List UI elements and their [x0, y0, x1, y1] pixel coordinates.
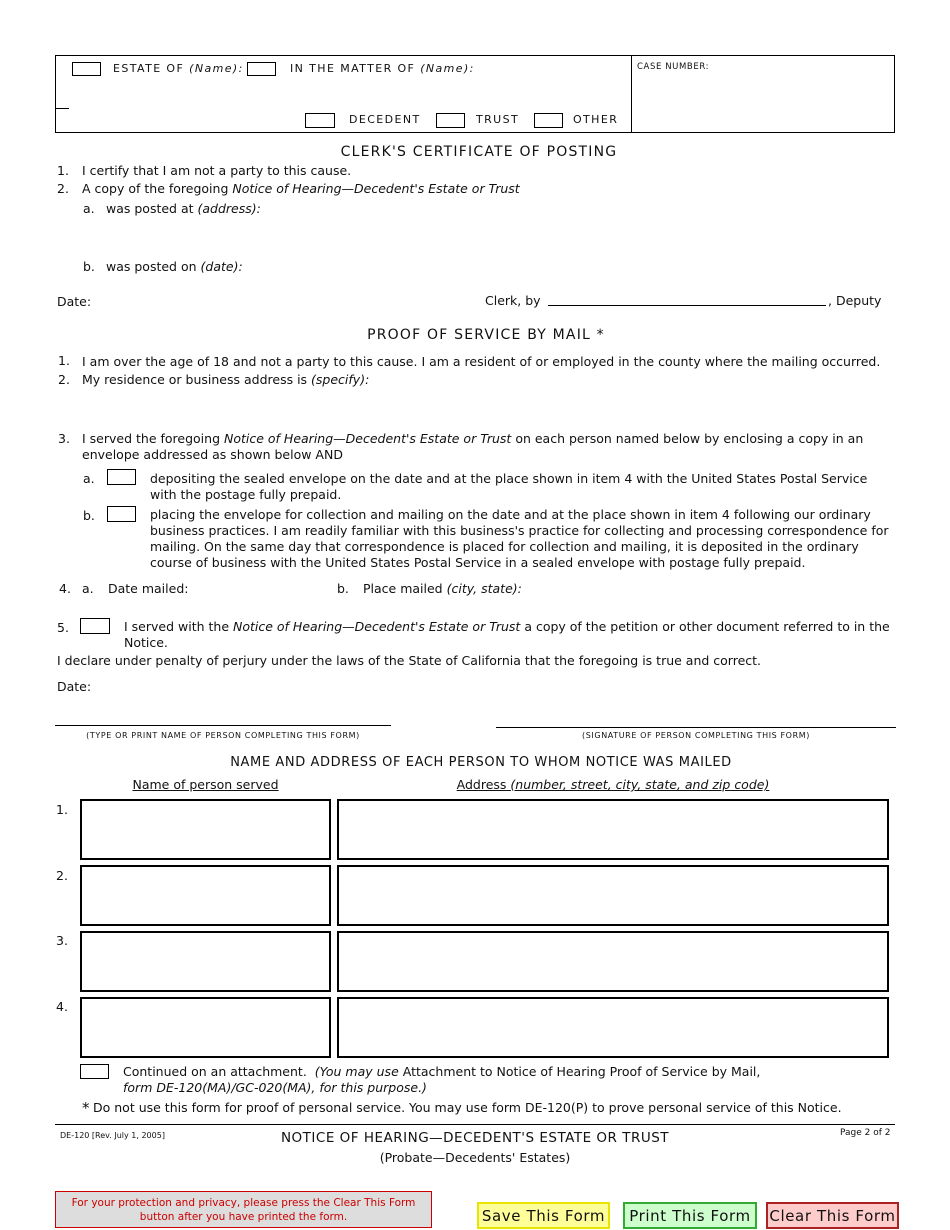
in-matter-of-label: IN THE MATTER OF (Name): [290, 62, 475, 75]
proof-item3b-line3: mailing. On the same day that correspondence is placed for collection and mailing, it is deposited in the ordinary [150, 539, 859, 554]
printed-name-line[interactable] [55, 725, 391, 726]
placed-for-collection-checkbox[interactable] [107, 506, 136, 522]
continued-attachment-checkbox[interactable] [80, 1064, 109, 1079]
mailed-list-title: NAME AND ADDRESS OF EACH PERSON TO WHOM NOTICE WAS MAILED [230, 755, 732, 770]
estate-of-label: ESTATE OF (Name): [113, 62, 244, 75]
clerk-signature-line[interactable] [548, 305, 826, 306]
clerk-item2b-letter: b. [83, 259, 95, 274]
proof-item4a-letter: a. [82, 581, 94, 596]
proof-item3a-line2: with the postage fully prepaid. [150, 487, 342, 502]
trust-label: TRUST [476, 113, 520, 126]
row-number: 1. [56, 802, 68, 817]
decedent-label: DECEDENT [349, 113, 421, 126]
save-form-button[interactable]: Save This Form [477, 1202, 610, 1229]
proof-item5-text-line2: Notice. [124, 635, 168, 650]
name-input-row-1[interactable] [80, 799, 331, 860]
estate-of-checkbox[interactable] [72, 62, 101, 76]
form-id: DE-120 [Rev. July 1, 2005] [60, 1131, 165, 1140]
footnote-asterisk: * [82, 1099, 90, 1117]
proof-item3b-line4: course of business with the United States Postal Service in a sealed envelope with postage fully prepaid. [150, 555, 806, 570]
footer-title: NOTICE OF HEARING—DECEDENT'S ESTATE OR TRUST [280, 1130, 670, 1146]
served-petition-checkbox[interactable] [80, 618, 110, 634]
privacy-notice [55, 1191, 432, 1228]
caption-left-tick [55, 108, 69, 109]
continued-text: Continued on an attachment. (You may use Attachment to Notice of Hearing Proof of Service by Mail, [123, 1064, 761, 1079]
name-input-row-4[interactable] [80, 997, 331, 1058]
row-number: 2. [56, 868, 68, 883]
proof-item5-text: I served with the Notice of Hearing—Decedent's Estate or Trust a copy of the petition or other document referred to in the [124, 619, 890, 634]
proof-date-label: Date: [57, 679, 92, 694]
proof-item3a-line1: depositing the sealed envelope on the date and at the place shown in item 4 with the United States Postal Service [150, 471, 868, 486]
clerk-item1-number: 1. [57, 163, 69, 178]
clerk-item2a-text: was posted at (address): [106, 201, 261, 216]
proof-item3b-letter: b. [83, 508, 95, 523]
address-column-header: Address (number, street, city, state, and zip code) [456, 777, 770, 792]
clerk-item2b-text: was posted on (date): [106, 259, 243, 274]
address-input-row-2[interactable] [337, 865, 889, 926]
proof-of-service-title: PROOF OF SERVICE BY MAIL * [367, 327, 605, 343]
footnote-text: Do not use this form for proof of personal service. You may use form DE-120(P) to prove personal service of this Notice. [93, 1100, 842, 1115]
continued-text-line2: form DE-120(MA)/GC-020(MA), for this purpose.) [123, 1080, 427, 1095]
proof-item4b-letter: b. [337, 581, 349, 596]
address-input-row-1[interactable] [337, 799, 889, 860]
print-form-button[interactable]: Print This Form [623, 1202, 757, 1229]
clerk-date-label: Date: [57, 294, 92, 309]
name-input-row-2[interactable] [80, 865, 331, 926]
other-label: OTHER [573, 113, 619, 126]
proof-item1-text: I am over the age of 18 and not a party to this cause. I am a resident of or employed in the county where the mailing occurred. [82, 354, 881, 369]
privacy-notice-line1: For your protection and privacy, please press the Clear This Form [71, 1197, 416, 1209]
case-number-label: CASE NUMBER: [637, 62, 710, 72]
declaration-text: I declare under penalty of perjury under the laws of the State of California that the foregoing is true and correct. [57, 653, 762, 668]
proof-item3b-line2: business practices. I am readily familiar with this business's practice for collecting and processing correspondence for [150, 523, 889, 538]
clerk-item2-text: A copy of the foregoing Notice of Hearing—Decedent's Estate or Trust [82, 181, 520, 196]
trust-checkbox[interactable] [436, 113, 465, 128]
decedent-checkbox[interactable] [305, 113, 335, 128]
footer-rule [55, 1124, 895, 1125]
page-number: Page 2 of 2 [840, 1128, 891, 1138]
proof-item3-number: 3. [58, 431, 70, 446]
signature-line[interactable] [496, 727, 896, 728]
address-input-row-4[interactable] [337, 997, 889, 1058]
clerk-item2-number: 2. [57, 181, 69, 196]
other-checkbox[interactable] [534, 113, 563, 128]
privacy-notice-line2: button after you have printed the form. [139, 1211, 348, 1223]
clerk-by-label: Clerk, by [485, 293, 541, 308]
name-column-header: Name of person served [132, 777, 279, 792]
address-input-row-3[interactable] [337, 931, 889, 992]
proof-item1-number: 1. [58, 353, 70, 368]
date-mailed-label: Date mailed: [108, 581, 189, 596]
signature-caption: (SIGNATURE OF PERSON COMPLETING THIS FORM) [582, 731, 810, 740]
printed-name-caption: (TYPE OR PRINT NAME OF PERSON COMPLETING THIS FORM) [86, 731, 360, 740]
proof-item4-number: 4. [59, 581, 71, 596]
footer-subtitle: (Probate—Decedents' Estates) [379, 1150, 571, 1165]
proof-item2-number: 2. [58, 372, 70, 387]
row-number: 4. [56, 999, 68, 1014]
in-matter-of-checkbox[interactable] [247, 62, 276, 76]
proof-item3-text: I served the foregoing Notice of Hearing—Decedent's Estate or Trust on each person named below by enclosing a copy in an [82, 431, 864, 446]
proof-item5-number: 5. [57, 620, 69, 635]
place-mailed-label: Place mailed (city, state): [363, 581, 522, 596]
deputy-label: , Deputy [828, 293, 882, 308]
name-input-row-3[interactable] [80, 931, 331, 992]
proof-item3-text-line2: envelope addressed as shown below AND [82, 447, 343, 462]
caption-divider [631, 55, 632, 133]
proof-item3a-letter: a. [83, 471, 95, 486]
deposited-checkbox[interactable] [107, 469, 136, 485]
proof-item2-text: My residence or business address is (specify): [82, 372, 370, 387]
clerk-item2a-letter: a. [83, 201, 95, 216]
row-number: 3. [56, 933, 68, 948]
clerk-item1-text: I certify that I am not a party to this cause. [82, 163, 352, 178]
clerk-certificate-title: CLERK'S CERTIFICATE OF POSTING [340, 144, 618, 160]
clear-form-button[interactable]: Clear This Form [766, 1202, 899, 1229]
proof-item3b-line1: placing the envelope for collection and mailing on the date and at the place shown in item 4 following our ordinary [150, 507, 871, 522]
